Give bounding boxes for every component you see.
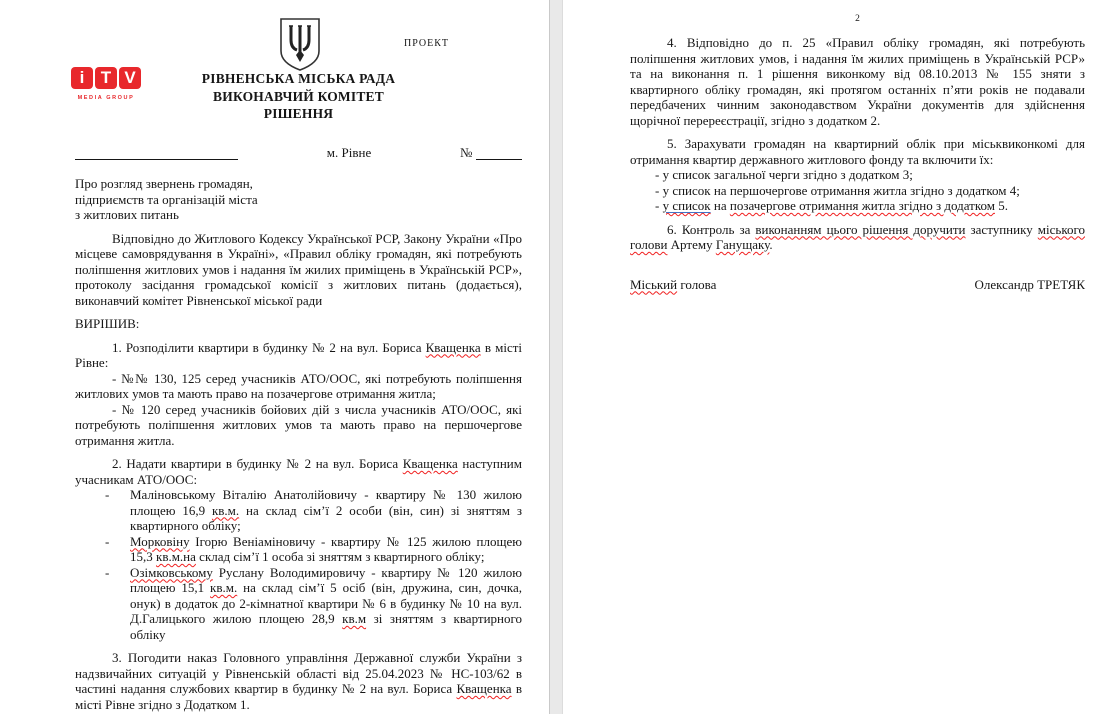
spellcheck-flagged-text: Кващенка <box>402 456 458 471</box>
date-blank-line <box>75 145 238 160</box>
spellcheck-flagged-text: Кващенка <box>425 339 481 355</box>
spellcheck-flagged-text: кв.м <box>342 611 367 626</box>
item-3: 3. Погодити наказ Головного управління Державної служби України з надзвичайних ситуацій у Рівненській області від 25.04.2023 № НС-103/62 в частині надання службових квартир в будинку № 2 на вул. Бориса Кващенка в місті Рівне згідно з Додатком 1. <box>75 650 523 712</box>
item-2: 2. Надати квартири в будинку № 2 на вул. Бориса Кващенка наступним учасникам АТО/ООС: <box>75 456 522 487</box>
number-label: № <box>460 144 473 160</box>
item-2-recipient-3 <box>105 565 522 643</box>
page-2-body <box>630 35 1085 253</box>
page-number: 2 <box>855 14 860 24</box>
spellcheck-flagged-text: Озімковському <box>130 564 213 580</box>
spellcheck-flagged-text: міського голови <box>630 221 1085 252</box>
item-4: 4. Відповідно до п. 25 «Правил обліку громадян, які потребують поліпшення житлових умов, і надання їм жилих приміщень в Українській РСР» та на виконання п. 1 рішення виконкому від 08.10.2013 № 155 зняти з квартирного обліку громадян, які протягом останніх п’яти років не подавали передбачених чинним законодавством України документів для здійснення щорічної перереєстрації, згідно з додатком 2. <box>630 35 1085 128</box>
number-blank-line <box>476 145 522 160</box>
item-1: 1. Розподілити квартири в будинку № 2 на вул. Бориса Кващенка в місті Рівне: <box>75 339 523 370</box>
item-5-list-2: - у список на першочергове отримання житла згідно з додатком 4; <box>655 182 1020 198</box>
item-2-recipient-2 <box>105 534 522 565</box>
spellcheck-flagged-text: Кващенка <box>456 681 512 696</box>
preamble: Відповідно до Житлового Кодексу Української РСР, Закону України «Про місцеве самоврядування в Україні», «Правил обліку громадян, які потребують поліпшення житлових умов і надання їм жилих приміщень в Українській РСР», протоколу засідання громадської комісії з житлових питань (додається), виконавчий комітет Рівненської міської ради <box>75 230 522 308</box>
spellcheck-flagged-text: кв.м.на <box>156 549 196 564</box>
list-dash-marker: - <box>105 533 110 549</box>
logo-letter-tile: V <box>119 67 141 89</box>
list-item-text: Маліновському Віталію Анатолійовичу - квартиру № 130 жилою площею 16,9 кв.м. на склад сім’ї 2 особи (він, син) зі зняттям з квартирного обліку; <box>130 487 522 533</box>
page-gap <box>549 0 563 714</box>
spellcheck-flagged-text: Морковіну <box>130 533 190 549</box>
spellcheck-flagged-text: Міський <box>630 276 678 292</box>
list-item-text: Морковіну Ігорю Веніаміновичу - квартиру № 125 жилою площею 15,3 кв.м.на склад сім’ї 1 особа зі зняттям з квартирного обліку; <box>130 533 522 564</box>
item-5-list-3: - у список на позачергове отримання житла згідно з додатком 5. <box>655 198 1008 213</box>
org-title-line: РІШЕННЯ <box>263 106 334 121</box>
org-title <box>75 70 522 123</box>
signature-row <box>630 277 1085 293</box>
list-dash-marker: - <box>105 564 110 580</box>
resolved-heading: ВИРІШИВ: <box>75 316 140 331</box>
list-dash-marker: - <box>105 487 110 502</box>
draft-stamp: ПРОЕКТ <box>404 38 450 49</box>
list-item-text: Озімковському Руслану Володимировичу - квартиру № 120 жилою площею 15,1 кв.м. на склад сім’ї 5 осіб (він, дружина, син, дочка, онук) в додаток до 2-кімнатної квартири № 6 в будинку № 10 на вул. Д.Галицького жилою площею 28,9 кв.м зі зняттям з квартирного обліку <box>130 564 522 642</box>
ukraine-trident-icon <box>278 18 322 72</box>
org-title-line: РІВНЕНСЬКА МІСЬКА РАДА <box>201 71 396 86</box>
spellcheck-flagged-text: кв.м. <box>211 502 240 518</box>
org-title-line: ВИКОНАВЧИЙ КОМІТЕТ <box>213 88 384 104</box>
spellcheck-flagged-text: кв.м. <box>210 580 238 595</box>
letterhead <box>75 18 522 142</box>
item-1-sub-2: - № 120 серед учасників бойових дій з числа учасників АТО/ООС, які потребують поліпшення житлових умов та мають право на першочергове отримання житла. <box>75 401 522 448</box>
number-field <box>460 145 522 161</box>
logo-letter-tile: i <box>71 67 93 89</box>
logo-subtitle: MEDIA GROUP <box>77 95 135 101</box>
signer-title: Міський голова <box>630 276 717 292</box>
date-number-row <box>75 142 522 160</box>
signer-name: Олександр ТРЕТЯК <box>974 276 1085 292</box>
spellcheck-flagged-text: позачергове отримання житла згідно з додатком <box>729 198 995 213</box>
item-2-recipient-1 <box>105 487 522 534</box>
spellcheck-flagged-text: Ганущаку <box>715 237 770 252</box>
subject-line-1: Про розгляд звернень громадян, <box>75 176 253 191</box>
logo-letter-tile: T <box>95 67 117 89</box>
item-5: 5. Зарахувати громадян на квартирний облік при міськвиконкомі для отримання квартир державного житлового фонду та включити їх: <box>630 136 1085 167</box>
subject-line-3: з житлових питань <box>75 207 179 222</box>
document-page-2 <box>563 0 1097 714</box>
item-5-list-1: - у список загальної черги згідно з додатком 3; <box>655 167 913 182</box>
place-label: м. Рівне <box>326 144 372 160</box>
subject-line-2: підприємств та організацій міста <box>75 191 258 207</box>
spellcheck-flagged-text <box>663 198 711 213</box>
item-6: 6. Контроль за виконанням цього рішення доручити заступнику міського голови Артему Ганущаку. <box>630 221 1085 252</box>
inserted-underlined-text: у список <box>662 198 711 213</box>
item-1-sub-1: - №№ 130, 125 серед учасників АТО/ООС, які потребують поліпшення житлових умов та мають право на позачергове отримання житла; <box>75 370 522 401</box>
page-1-body <box>75 176 522 712</box>
spellcheck-flagged-text: виконанням цього рішення доручити <box>755 221 966 237</box>
